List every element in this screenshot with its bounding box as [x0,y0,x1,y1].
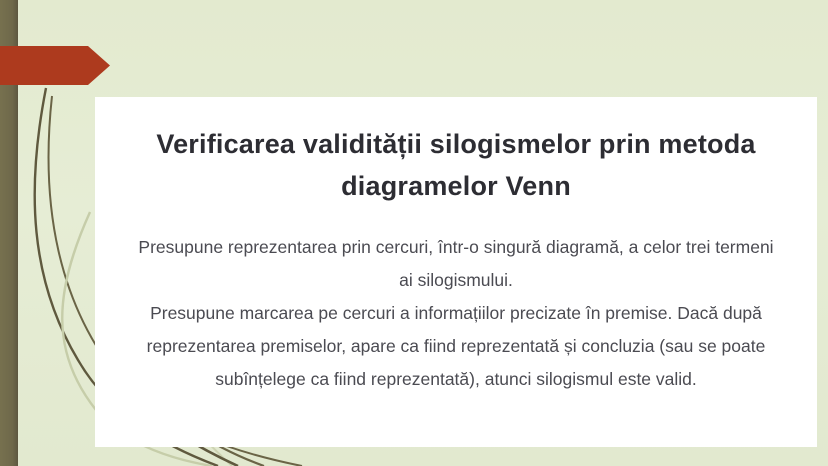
accent-arrow-icon [0,46,110,85]
slide-paragraph: Presupune reprezentarea prin cercuri, într-o singură diagramă, a celor trei termeni ai silogismului. [138,237,774,290]
slide-title: Verificarea validității silogismelor prin metoda diagramelor Venn [156,129,756,201]
slide-body [131,231,781,396]
slide-paragraph: Presupune marcarea pe cercuri a informațiilor precizate în premise. Dacă după reprezentarea premiselor, apare ca fiind reprezentată și concluzia (sau se poate subînțelege ca fiind reprezentată), atunci silogismul este valid. [146,303,766,389]
content-card [95,97,817,447]
